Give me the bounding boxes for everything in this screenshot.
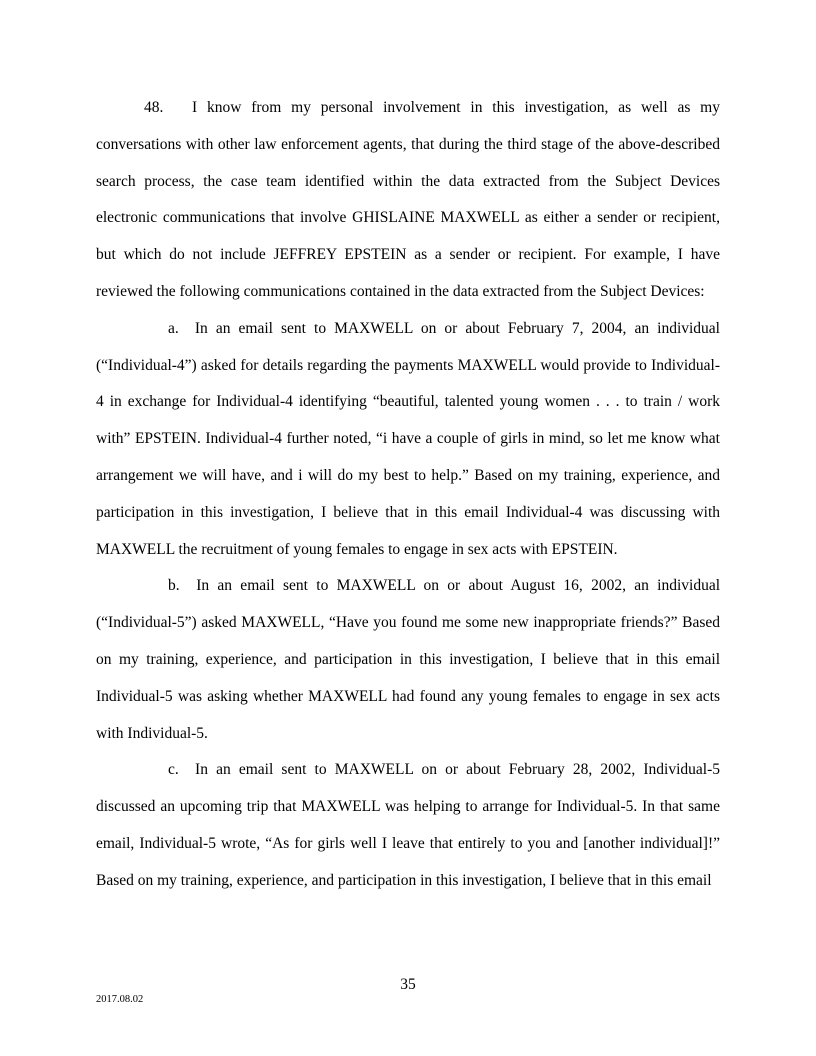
subparagraph-a [96, 311, 720, 569]
body-text [96, 90, 720, 900]
footer-date: 2017.08.02 [96, 994, 144, 1005]
page-number: 35 [400, 976, 416, 993]
subparagraph-label: a. [168, 319, 179, 337]
subparagraph-text: In an email sent to MAXWELL on or about February 7, 2004, an individual (“Individual-4”) asked for details regarding the payments MAXWELL would provide to Individual-4 in exchange for Individual-4 identifying “beautiful, talented young women . . . to train / work with” EPSTEIN. Individual-4 further noted, “i have a couple of girls in mind, so let me know what arrangement we will have, and i will do my best to help.” Based on my training, experience, and participation in this investigation, I believe that in this email Individual-4 was discussing with MAXWELL the recruitment of young females to engage in sex acts with EPSTEIN. [96, 319, 720, 558]
subparagraph-label: b. [168, 577, 180, 595]
paragraph-number: 48. [144, 99, 164, 116]
subparagraph-text: In an email sent to MAXWELL on or about August 16, 2002, an individual (“Individual-5”) asked MAXWELL, “Have you found me some new inappropriate friends?” Based on my training, experience, and participation in this investigation, I believe that in this email Individual-5 was asking whether MAXWELL had found any young females to engage in sex acts with Individual-5. [96, 577, 721, 742]
paragraph-48 [96, 90, 720, 311]
subparagraph-label: c. [168, 761, 179, 779]
subparagraph-text: In an email sent to MAXWELL on or about February 28, 2002, Individual-5 discussed an upcoming trip that MAXWELL was helping to arrange for Individual-5. In that same email, Individual-5 wrote, “As for girls well I leave that entirely to you and [another individual]!” Based on my training, experience, and participation in this investigation, I believe that in this email [96, 761, 721, 889]
subparagraph-b [96, 568, 720, 752]
subparagraph-c [96, 752, 720, 899]
paragraph-48-text: I know from my personal involvement in this investigation, as well as my conversations with other law enforcement agents, that during the third stage of the above-described search process, the case team identified within the data extracted from the Subject Devices electronic communications that involve GHISLAINE MAXWELL as either a sender or recipient, but which do not include JEFFREY EPSTEIN as a sender or recipient. For example, I have reviewed the following communications contained in the data extracted from the Subject Devices: [96, 99, 720, 300]
